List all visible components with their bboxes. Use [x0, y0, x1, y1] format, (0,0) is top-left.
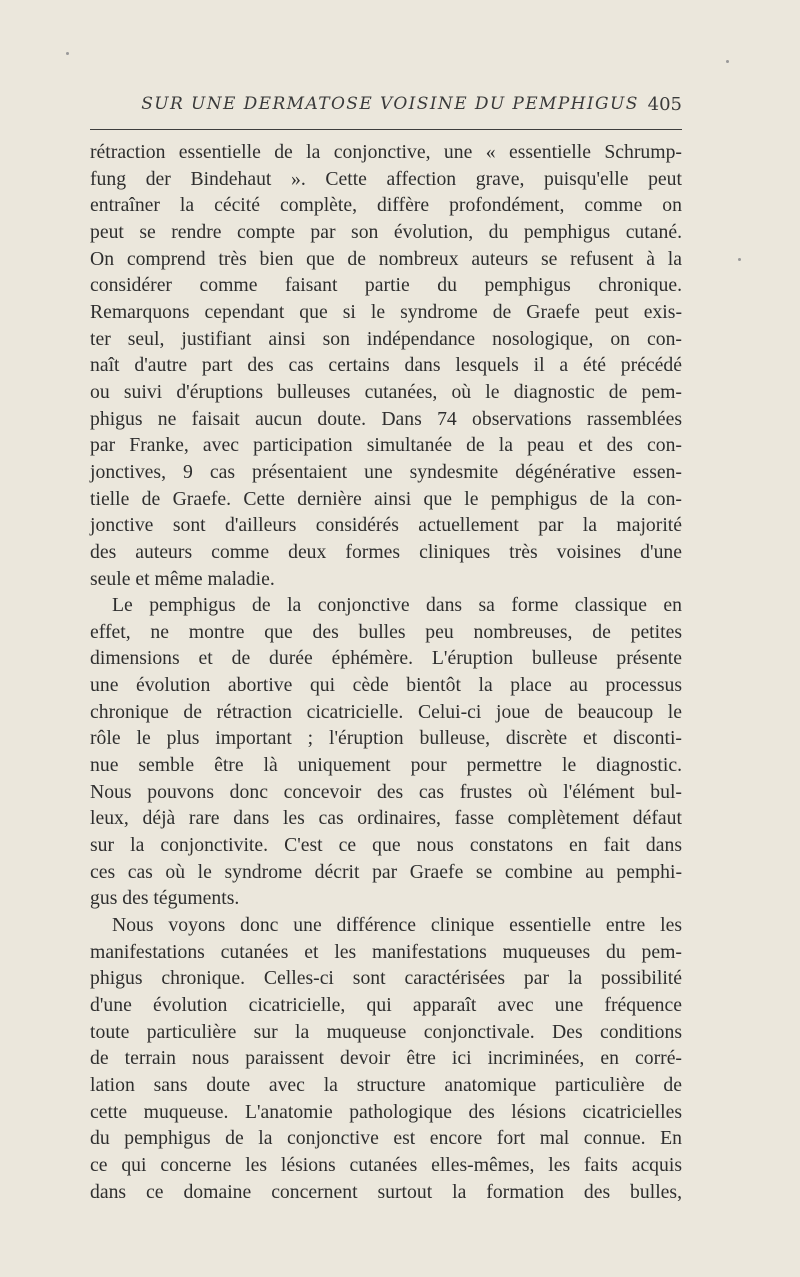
text-line: par Franke, avec participation simultanée de la peau et des con- — [90, 434, 682, 457]
text-line: toute particulière sur la muqueuse conjonctivale. Des conditions — [90, 1020, 682, 1043]
text-line: lation sans doute avec la structure anatomique particulière de — [90, 1073, 682, 1096]
text-line: ou suivi d'éruptions bulleuses cutanées, où le diagnostic de pem- — [90, 380, 682, 403]
text-line: ces cas où le syndrome décrit par Graefe se combine au pemphi- — [90, 860, 682, 883]
text-line: effet, ne montre que des bulles peu nombreuses, de petites — [90, 620, 682, 643]
text-line: On comprend très bien que de nombreux auteurs se refusent à la — [90, 247, 682, 270]
text-line: Nous voyons donc une différence clinique essentielle entre les — [112, 914, 682, 937]
text-line: dans ce domaine concernent surtout la formation des bulles, — [90, 1180, 682, 1203]
text-line: phigus ne faisait aucun doute. Dans 74 observations rassemblées — [90, 407, 682, 430]
text-line: Nous pouvons donc concevoir des cas frustes où l'élément bul- — [90, 780, 682, 803]
text-line: Remarquons cependant que si le syndrome de Graefe peut exis- — [90, 300, 682, 323]
paper-speck — [738, 258, 741, 261]
paper-speck — [66, 52, 69, 55]
header-rule — [90, 129, 682, 130]
text-line: seule et même maladie. — [90, 567, 275, 590]
text-line: jonctives, 9 cas présentaient une syndesmite dégénérative essen- — [90, 460, 682, 483]
text-line: nue semble être là uniquement pour permettre le diagnostic. — [90, 754, 682, 777]
text-line: d'une évolution cicatricielle, qui apparaît avec une fréquence — [90, 994, 682, 1016]
text-line: Le pemphigus de la conjonctive dans sa forme classique en — [112, 594, 682, 617]
text-line: tielle de Graefe. Cette dernière ainsi que le pemphigus de la con- — [90, 487, 682, 510]
text-line: phigus chronique. Celles-ci sont caractérisées par la possibilité — [90, 967, 682, 990]
text-line: sur la conjonctivite. C'est ce que nous constatons en fait dans — [90, 834, 682, 857]
text-line: ter seul, justifiant ainsi son indépendance nosologique, on con- — [90, 327, 682, 350]
text-line: manifestations cutanées et les manifestations muqueuses du pem- — [90, 940, 682, 963]
text-line: leux, déjà rare dans les cas ordinaires, fasse complètement défaut — [90, 807, 682, 830]
text-line: rétraction essentielle de la conjonctive, une « essentielle Schrump- — [90, 141, 682, 163]
page-number: 405 — [647, 94, 682, 115]
running-head — [90, 94, 682, 124]
body-text — [90, 139, 682, 1205]
text-line: chronique de rétraction cicatricielle. Celui-ci joue de beaucoup le — [90, 700, 682, 723]
text-line: considérer comme faisant partie du pemphigus chronique. — [90, 274, 682, 297]
text-line: fung der Bindehaut ». Cette affection grave, puisqu'elle peut — [90, 167, 682, 190]
text-line: cette muqueuse. L'anatomie pathologique des lésions cicatricielles — [90, 1100, 682, 1123]
text-line: rôle le plus important ; l'éruption bulleuse, discrète et disconti- — [90, 727, 682, 750]
text-line: ce qui concerne les lésions cutanées elles-mêmes, les faits acquis — [90, 1153, 682, 1176]
text-line: une évolution abortive qui cède bientôt la place au processus — [90, 674, 682, 697]
text-line: peut se rendre compte par son évolution, du pemphigus cutané. — [90, 220, 682, 243]
text-line: entraîner la cécité complète, diffère profondément, comme on — [90, 194, 682, 217]
paper-speck — [726, 60, 729, 63]
text-line: dimensions et de durée éphémère. L'éruption bulleuse présente — [90, 647, 682, 670]
text-line: de terrain nous paraissent devoir être ici incriminées, en corré- — [90, 1047, 682, 1070]
text-line: du pemphigus de la conjonctive est encore fort mal connue. En — [90, 1127, 682, 1150]
text-line: gus des téguments. — [90, 887, 240, 910]
text-line: naît d'autre part des cas certains dans lesquels il a été précédé — [90, 354, 682, 377]
text-line: des auteurs comme deux formes cliniques très voisines d'une — [90, 540, 682, 563]
text-line: jonctive sont d'ailleurs considérés actuellement par la majorité — [90, 514, 682, 537]
running-title: SUR UNE DERMATOSE VOISINE DU PEMPHIGUS — [141, 94, 639, 114]
